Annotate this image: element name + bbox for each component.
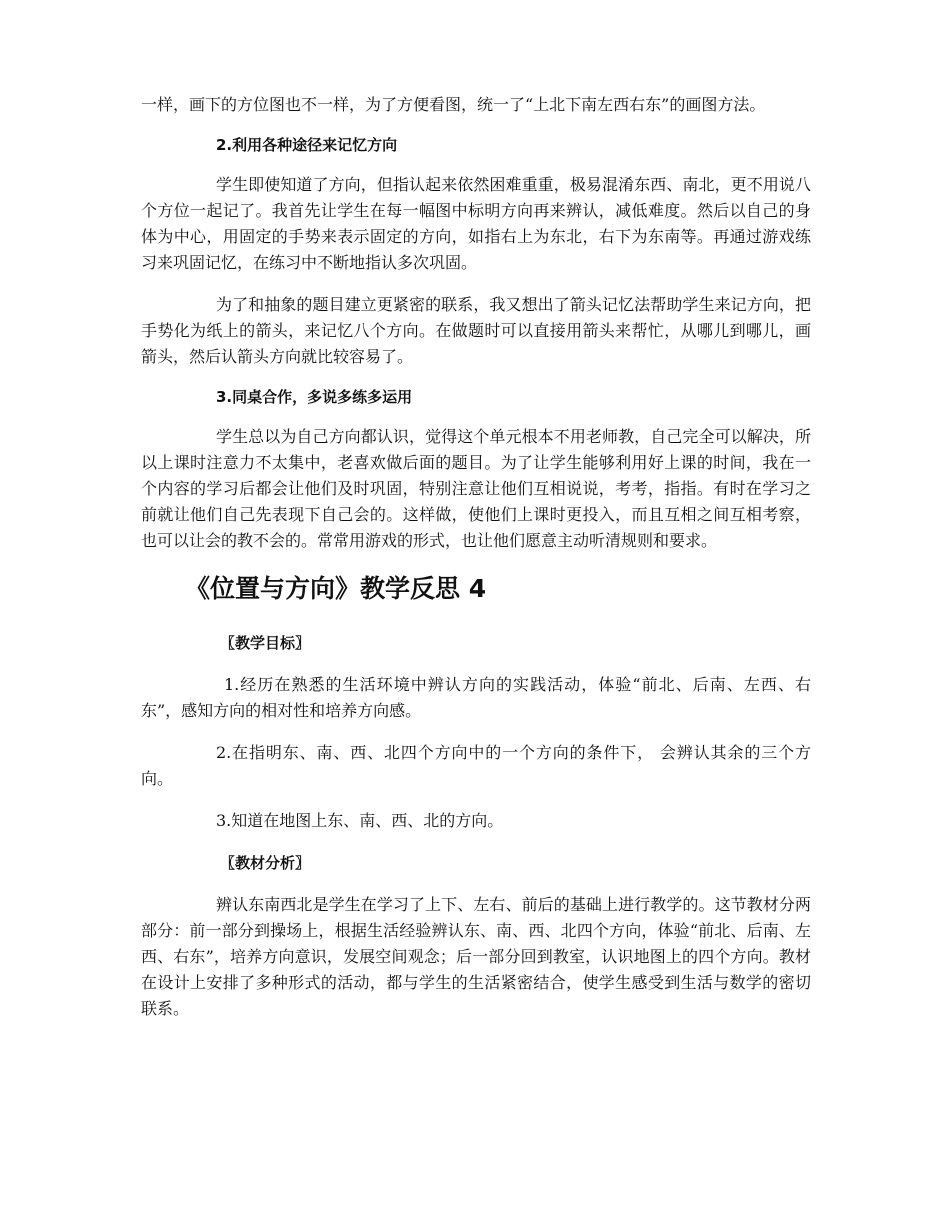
document-page (141, 92, 811, 1022)
section-title: 《位置与方向》教学反思 4 (185, 574, 487, 603)
heading-memorize-directions: 2.利用各种途径来记忆方向 (216, 136, 398, 154)
paragraph-memorize-methods: 学生即使知道了方向，但指认起来依然困难重重，极易混淆东西、南北，更不用说八个方位一起记了。我首先让学生在每一幅图中标明方向再来辨认，减低难度。然后以自己的身体为中心，用固定的手势来表示固定的方向，如指右上为东北，右下为东南等。再通过游戏练习来巩固记忆，在练习中不断地指认多次巩固。 (141, 175, 811, 272)
goal-item-1: 1.经历在熟悉的生活环境中辨认方向的实践活动，体验“前北、后南、左西、右东”，感知方向的相对性和培养方向感。 (141, 675, 811, 720)
paragraph-material-analysis: 辨认东南西北是学生在学习了上下、左右、前后的基础上进行教学的。这节教材分两部分：前一部分到操场上，根据生活经验辨认东、南、西、北四个方向，体验“前北、后南、左西、右东”，培养方向意识，发展空间观念；后一部分回到教室，认识地图上的四个方向。教材在设计上安排了多种形式的活动，都与学生的生活紧密结合，使学生感受到生活与数学的密切联系。 (141, 895, 811, 1018)
heading-deskmate-cooperation: 3.同桌合作，多说多练多运用 (216, 388, 413, 406)
paragraph-arrow-method: 为了和抽象的题目建立更紧密的联系，我又想出了箭头记忆法帮助学生来记方向，把手势化为纸上的箭头，来记忆八个方向。在做题时可以直接用箭头来帮忙，从哪儿到哪儿，画箭头，然后认箭头方向就比较容易了。 (141, 295, 811, 366)
heading-teaching-goals: 〖教学目标〗 (220, 634, 311, 652)
goal-item-3: 3.知道在地图上东、南、西、北的方向。 (216, 811, 504, 830)
paragraph-cooperation: 学生总以为自己方向都认识，觉得这个单元根本不用老师教，自己完全可以解决，所以上课时注意力不太集中，老喜欢做后面的题目。为了让学生能够利用好上课的时间，我在一个内容的学习后都会让他们及时巩固，特别注意让他们互相说说，考考，指指。有时在学习之前就让他们自己先表现下自己会的。这样做，使他们上课时更投入，而且互相之间互相考察，也可以让会的教不会的。常常用游戏的形式，也让他们愿意主动听清规则和要求。 (141, 427, 811, 550)
heading-material-analysis: 〖教材分析〗 (220, 854, 311, 872)
intro-paragraph: 一样，画下的方位图也不一样，为了方便看图，统一了“上北下南左西右东”的画图方法。 (141, 95, 766, 114)
goal-item-2: 2.在指明东、南、西、北四个方向中的一个方向的条件下， 会辨认其余的三个方向。 (141, 743, 811, 788)
